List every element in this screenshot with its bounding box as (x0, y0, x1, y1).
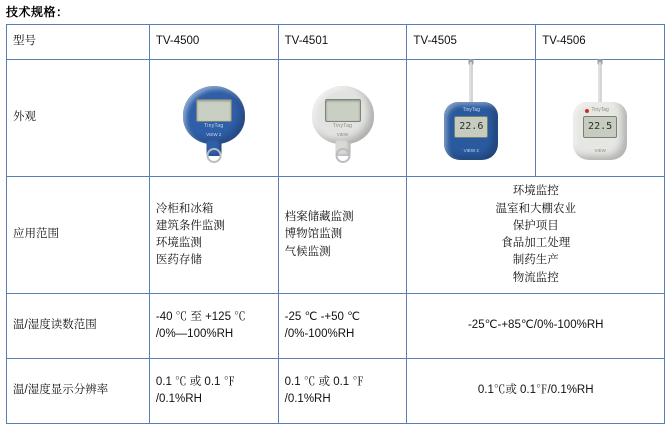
device-image-tv4506 (536, 60, 664, 176)
cell-model-tv4505: TV-4505 (407, 25, 536, 60)
resolution-line: /0.1%RH (284, 393, 331, 405)
device-body (444, 102, 498, 160)
device-model-text: VIEW (594, 148, 606, 154)
device-lcd (325, 99, 361, 122)
cell-usage-tv4501 (278, 177, 407, 294)
usage-line: 环境监控 (512, 185, 559, 198)
usage-line: 医药存储 (155, 254, 202, 267)
device-model-text: VIEW 2 (463, 148, 479, 154)
cell-model-tv4501: TV-4501 (278, 25, 407, 60)
device-tv4500 (183, 86, 245, 144)
status-led-icon (585, 109, 589, 113)
cell-resolution-tv4501 (278, 359, 407, 424)
range-line: -25 ℃ -+50 ℃ (284, 310, 361, 323)
device-image-tv4501 (279, 60, 407, 176)
cell-resolution-tv4500 (149, 359, 278, 424)
range-line: /0%-100%RH (284, 328, 355, 340)
device-image-tv4505 (407, 60, 535, 176)
cell-model-tv4500: TV-4500 (149, 25, 278, 60)
usage-line: 食品加工处理 (501, 237, 571, 249)
table-row-appearance (7, 60, 665, 177)
device-model-text: VIEW 2 (206, 132, 222, 137)
usage-line: 博物馆监测 (284, 228, 343, 241)
device-body (312, 86, 374, 144)
device-brand: TinyTag (332, 123, 353, 129)
cell-image-tv4500 (149, 60, 278, 177)
device-brand: TinyTag (591, 107, 609, 113)
cell-range-tv4501 (278, 294, 407, 359)
cell-range-tv4500 (149, 294, 278, 359)
cell-image-tv4505 (407, 60, 536, 177)
cell-image-tv4506 (536, 60, 665, 177)
range-line: /0%—100%RH (155, 328, 234, 340)
device-lcd: 22.5 (583, 116, 617, 138)
row-label-resolution: 温/湿度显示分辨率 (7, 359, 150, 424)
device-brand: TinyTag (462, 107, 480, 113)
usage-line: 档案储藏监测 (284, 211, 354, 224)
usage-line: 物流监控 (512, 271, 559, 284)
spec-table (6, 24, 665, 424)
device-lcd (196, 99, 232, 122)
device-tv4505 (435, 62, 507, 174)
page-title: 技术规格： (6, 5, 69, 19)
resolution-line: 0.1 ℃ 或 0.1 ℉ (284, 375, 364, 388)
usage-line: 气候监测 (284, 245, 331, 258)
usage-line: 制药生产 (512, 254, 559, 267)
device-image-tv4500 (150, 60, 278, 176)
device-loop (335, 148, 350, 163)
table-row-resolution (7, 359, 665, 424)
usage-line: 环境监测 (155, 237, 202, 249)
row-label-range: 温/湿度读数范围 (7, 294, 150, 359)
table-row-usage (7, 177, 665, 294)
table-row-range (7, 294, 665, 359)
device-loop (206, 148, 221, 163)
resolution-line: 0.1 ℃ 或 0.1 ℉ (155, 375, 236, 388)
usage-line: 保护项目 (512, 219, 559, 232)
cell-usage-tv4500 (149, 177, 278, 294)
cell-resolution-tv4505-4506: 0.1℃或 0.1℉/0.1%RH (407, 359, 665, 424)
row-label-appearance: 外观 (7, 60, 150, 177)
table-row-model (7, 25, 665, 60)
row-label-usage: 应用范围 (7, 177, 150, 294)
cell-range-tv4505-4506: -25℃-+85℃/0%-100%RH (407, 294, 665, 359)
device-tv4501 (312, 86, 374, 144)
device-lcd: 22.6 (454, 116, 488, 138)
usage-line: 温室和大棚农业 (495, 202, 576, 215)
device-model-text: VIEW (336, 132, 349, 137)
range-line: -40 ℃ 至 +125 ℃ (155, 310, 246, 323)
cell-image-tv4501 (278, 60, 407, 177)
cell-model-tv4506: TV-4506 (536, 25, 665, 60)
usage-line: 建筑条件监测 (155, 219, 225, 232)
cell-usage-tv4505-4506 (407, 177, 665, 294)
device-body (573, 102, 627, 160)
usage-line: 冷柜和冰箱 (155, 202, 214, 215)
device-brand: TinyTag (204, 123, 224, 129)
resolution-line: /0.1%RH (155, 393, 202, 405)
device-body (183, 86, 245, 144)
row-label-model: 型号 (7, 25, 150, 60)
device-tv4506 (564, 62, 636, 174)
